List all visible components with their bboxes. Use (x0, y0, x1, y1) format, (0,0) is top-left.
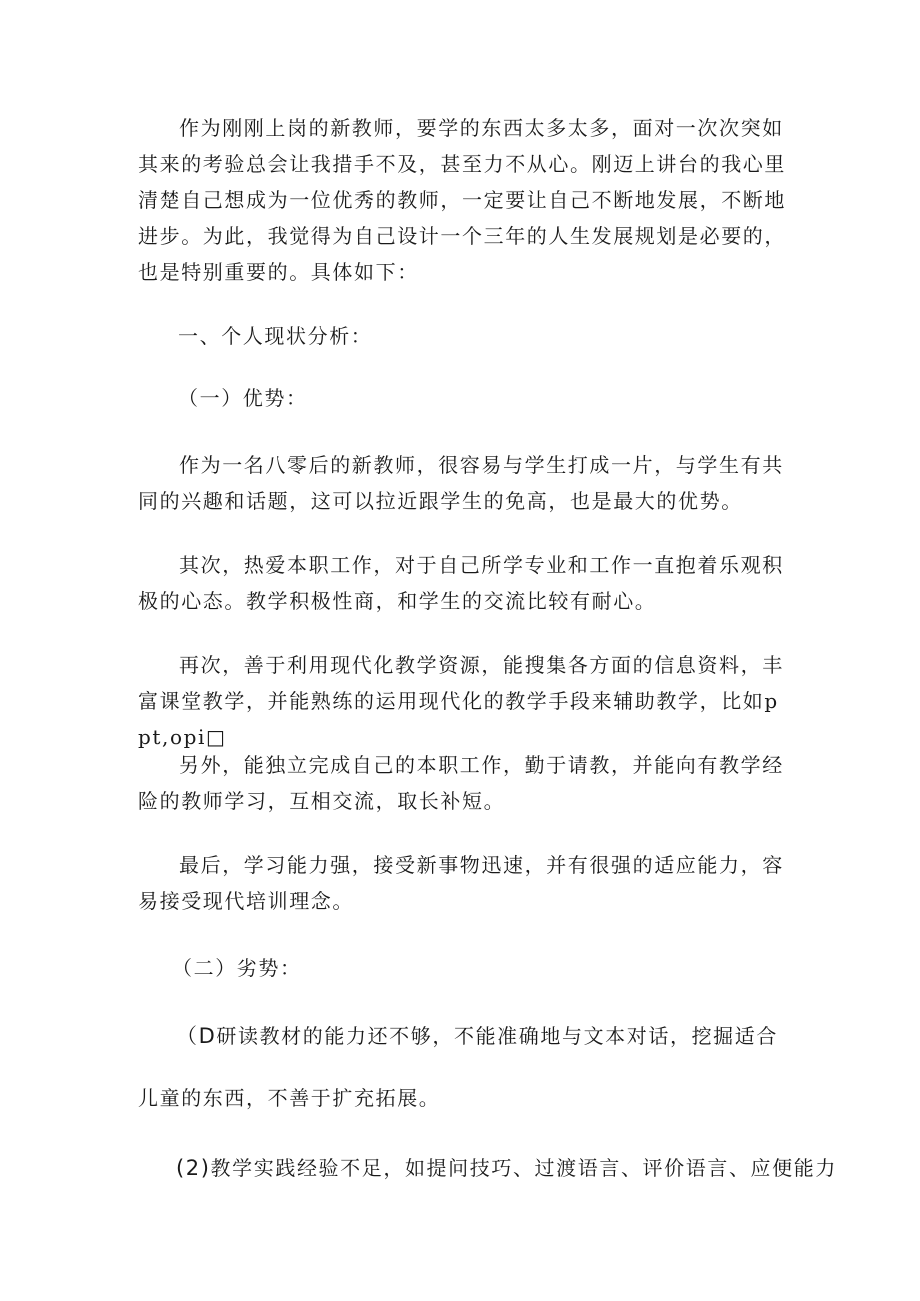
weakness-item-1-line-1 (176, 1018, 778, 1054)
strength-paragraph-1: 作为一名八零后的新教师，很容易与学生打成一片，与学生有共同的兴趣和话题，这可以拉近跟学生的免高，也是最大的优势。 (138, 453, 784, 513)
weakness-item-2-number: (2) (176, 1156, 211, 1180)
weakness-item-1-text: 研读教材的能力还不够，不能准确地与文本对话，挖掘适合 (216, 1024, 778, 1048)
weakness-item-2-text: 教学实践经验不足，如提问技巧、过渡语言、评价语言、应便能力 (210, 1156, 837, 1180)
weaknesses-heading: （二）劣势： (172, 956, 302, 980)
strength-paragraph-2: 其次，热爱本职工作，对于自己所学专业和工作一直抱着乐观积极的心态。教学积极性商，和学生的交流比较有耐心。 (138, 553, 784, 613)
strength-paragraph-3: 再次，善于利用现代化教学资源，能搜集各方面的信息资料，丰富课堂教学，并能熟练的运用现代化的教学手段来辅助教学，比如ppt,opi□ (138, 653, 784, 749)
weakness-item-1-line-2: 儿童的东西，不善于扩充拓展。 (138, 1086, 441, 1110)
strength-paragraph-4: 另外，能独立完成自己的本职工作，勤于请教，并能向有教学经险的教师学习，互相交流，取长补短。 (138, 753, 784, 813)
strength-paragraph-5: 最后，学习能力强，接受新事物迅速，并有很强的适应能力，容易接受现代培训理念。 (138, 853, 784, 913)
intro-paragraph: 作为刚刚上岗的新教师，要学的东西太多太多，面对一次次突如其来的考验总会让我措手不及，甚至力不从心。刚迈上讲台的我心里清楚自己想成为一位优秀的教师，一定要让自己不断地发展，不断地进步。为此，我觉得为自己设计一个三年的人生发展规划是必要的，也是特别重要的。具体如下： (138, 116, 786, 284)
weakness-item-2 (176, 1150, 837, 1186)
section-heading-status-analysis: 一、个人现状分析： (178, 324, 373, 348)
weakness-item-1-number: （D (176, 1024, 217, 1048)
strengths-heading: （一）优势： (178, 386, 308, 410)
